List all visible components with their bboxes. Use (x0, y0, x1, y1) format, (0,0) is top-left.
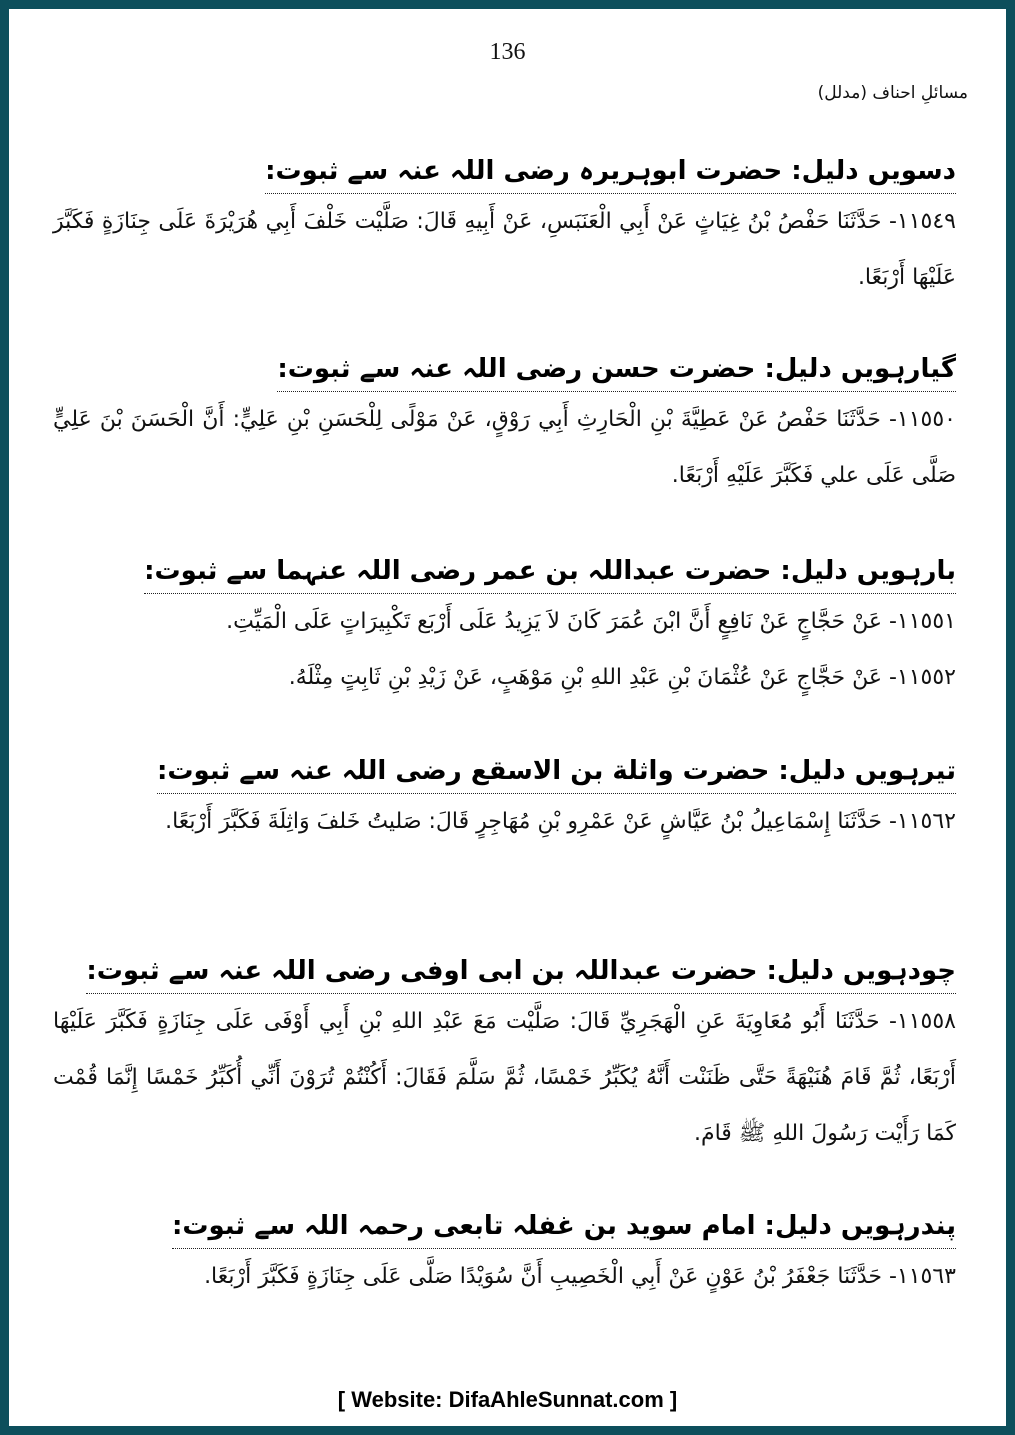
hadith-text: ١١٥٥٨- حَدَّثَنَا أَبُو مُعَاوِيَةَ عَنِ الْهَجَرِيِّ قَالَ: صَلَّيْت مَعَ عَبْدِ اللهِ بْنِ أَبِي أَوْفَى عَلَى جِنَازَةٍ فَكَبَّرَ عَلَيْهَا أَرْبَعًا، ثُمَّ قَامَ هُنَيْهَةً حَتَّى ظَنَنْت أَنَّهُ يُكَبِّرُ خَمْسًا، ثُمَّ سَلَّمَ فَقَالَ: أَكُنْتُمْ تُرَوْنَ أَنِّي أُكَبِّرُ خَمْسًا إِنَّمَا قُمْت كَمَا رَأَيْت رَسُولَ اللهِ ﷺ قَامَ. (53, 1009, 956, 1146)
section-heading: بارہویں دلیل: حضرت عبداللہ بن عمر رضی اللہ عنہما سے ثبوت: (53, 549, 956, 594)
evidence-section (53, 1204, 956, 1305)
evidence-section (53, 347, 956, 504)
evidence-section (53, 549, 956, 706)
website-footer: [ Website: DifaAhleSunnat.com ] (337, 1387, 678, 1412)
page (9, 9, 1006, 1426)
evidence-section (53, 149, 956, 306)
section-heading: چودہویں دلیل: حضرت عبداللہ بن ابی اوفی رضی اللہ عنہ سے ثبوت: (53, 949, 956, 994)
hadith-text: ١١٥٤٩- حَدَّثَنَا حَفْصُ بْنُ غِيَاثٍ عَنْ أَبِي الْعَنَبَسِ، عَنْ أَبِيهِ قَالَ: صَلَّيْت خَلْفَ أَبِي هُرَيْرَةَ عَلَى جِنَازَةٍ فَكَبَّرَ عَلَيْهَا أَرْبَعًا. (53, 209, 956, 290)
section-heading: تیرہویں دلیل: حضرت واثلة بن الاسقع رضی اللہ عنہ سے ثبوت: (53, 749, 956, 794)
hadith-text: ١١٥٥١- عَنْ حَجَّاجٍ عَنْ نَافِعٍ أَنَّ ابْنَ عُمَرَ كَانَ لاَ يَزِيدُ عَلَى أَرْبَع تَكْبِيرَاتٍ عَلَى الْمَيِّتِ. (226, 609, 956, 634)
book-title: مسائلِ احناف (مدلل) (817, 83, 968, 103)
section-heading: گیارہویں دلیل: حضرت حسن رضی اللہ عنہ سے ثبوت: (53, 347, 956, 392)
evidence-section (53, 749, 956, 850)
hadith-text: ١١٥٥٠- حَدَّثَنَا حَفْصُ عَنْ عَطِيَّةَ بْنِ الْحَارِثِ أَبِي رَوْقٍ، عَنْ مَوْلًى لِلْحَسَنِ بْنِ عَلِيٍّ: أَنَّ الْحَسَنَ بْنَ عَلِيٍّ صَلَّى عَلَى علي فَكَبَّرَ عَلَيْهِ أَرْبَعًا. (53, 407, 956, 488)
hadith-text: ١١٥٦٢- حَدَّثَنَا إِسْمَاعِيلُ بْنُ عَيَّاشٍ عَنْ عَمْرِو بْنِ مُهَاجِرٍ قَالَ: صَليتُ خَلفَ وَاثِلَةَ فَكَبَّرَ أَرْبَعًا. (165, 809, 956, 834)
page-number: 136 (489, 39, 526, 65)
evidence-section (53, 949, 956, 1162)
hadith-text: ١١٥٦٣- حَدَّثَنَا جَعْفَرُ بْنُ عَوْنٍ عَنْ أَبِي الْخَصِيبِ أَنَّ سُوَيْدًا صَلَّى عَلَى جِنَازَةٍ فَكَبَّرَ أَرْبَعًا. (204, 1264, 956, 1289)
section-heading: پندرہویں دلیل: امام سوید بن غفلہ تابعی رحمہ اللہ سے ثبوت: (53, 1204, 956, 1249)
hadith-text: ١١٥٥٢- عَنْ حَجَّاجٍ عَنْ عُثْمَانَ بْنِ عَبْدِ اللهِ بْنِ مَوْهَبٍ، عَنْ زَيْدِ بْنِ ثَابِتٍ مِثْلَهُ. (288, 665, 956, 690)
section-heading: دسویں دلیل: حضرت ابوہریرہ رضی اللہ عنہ سے ثبوت: (53, 149, 956, 194)
